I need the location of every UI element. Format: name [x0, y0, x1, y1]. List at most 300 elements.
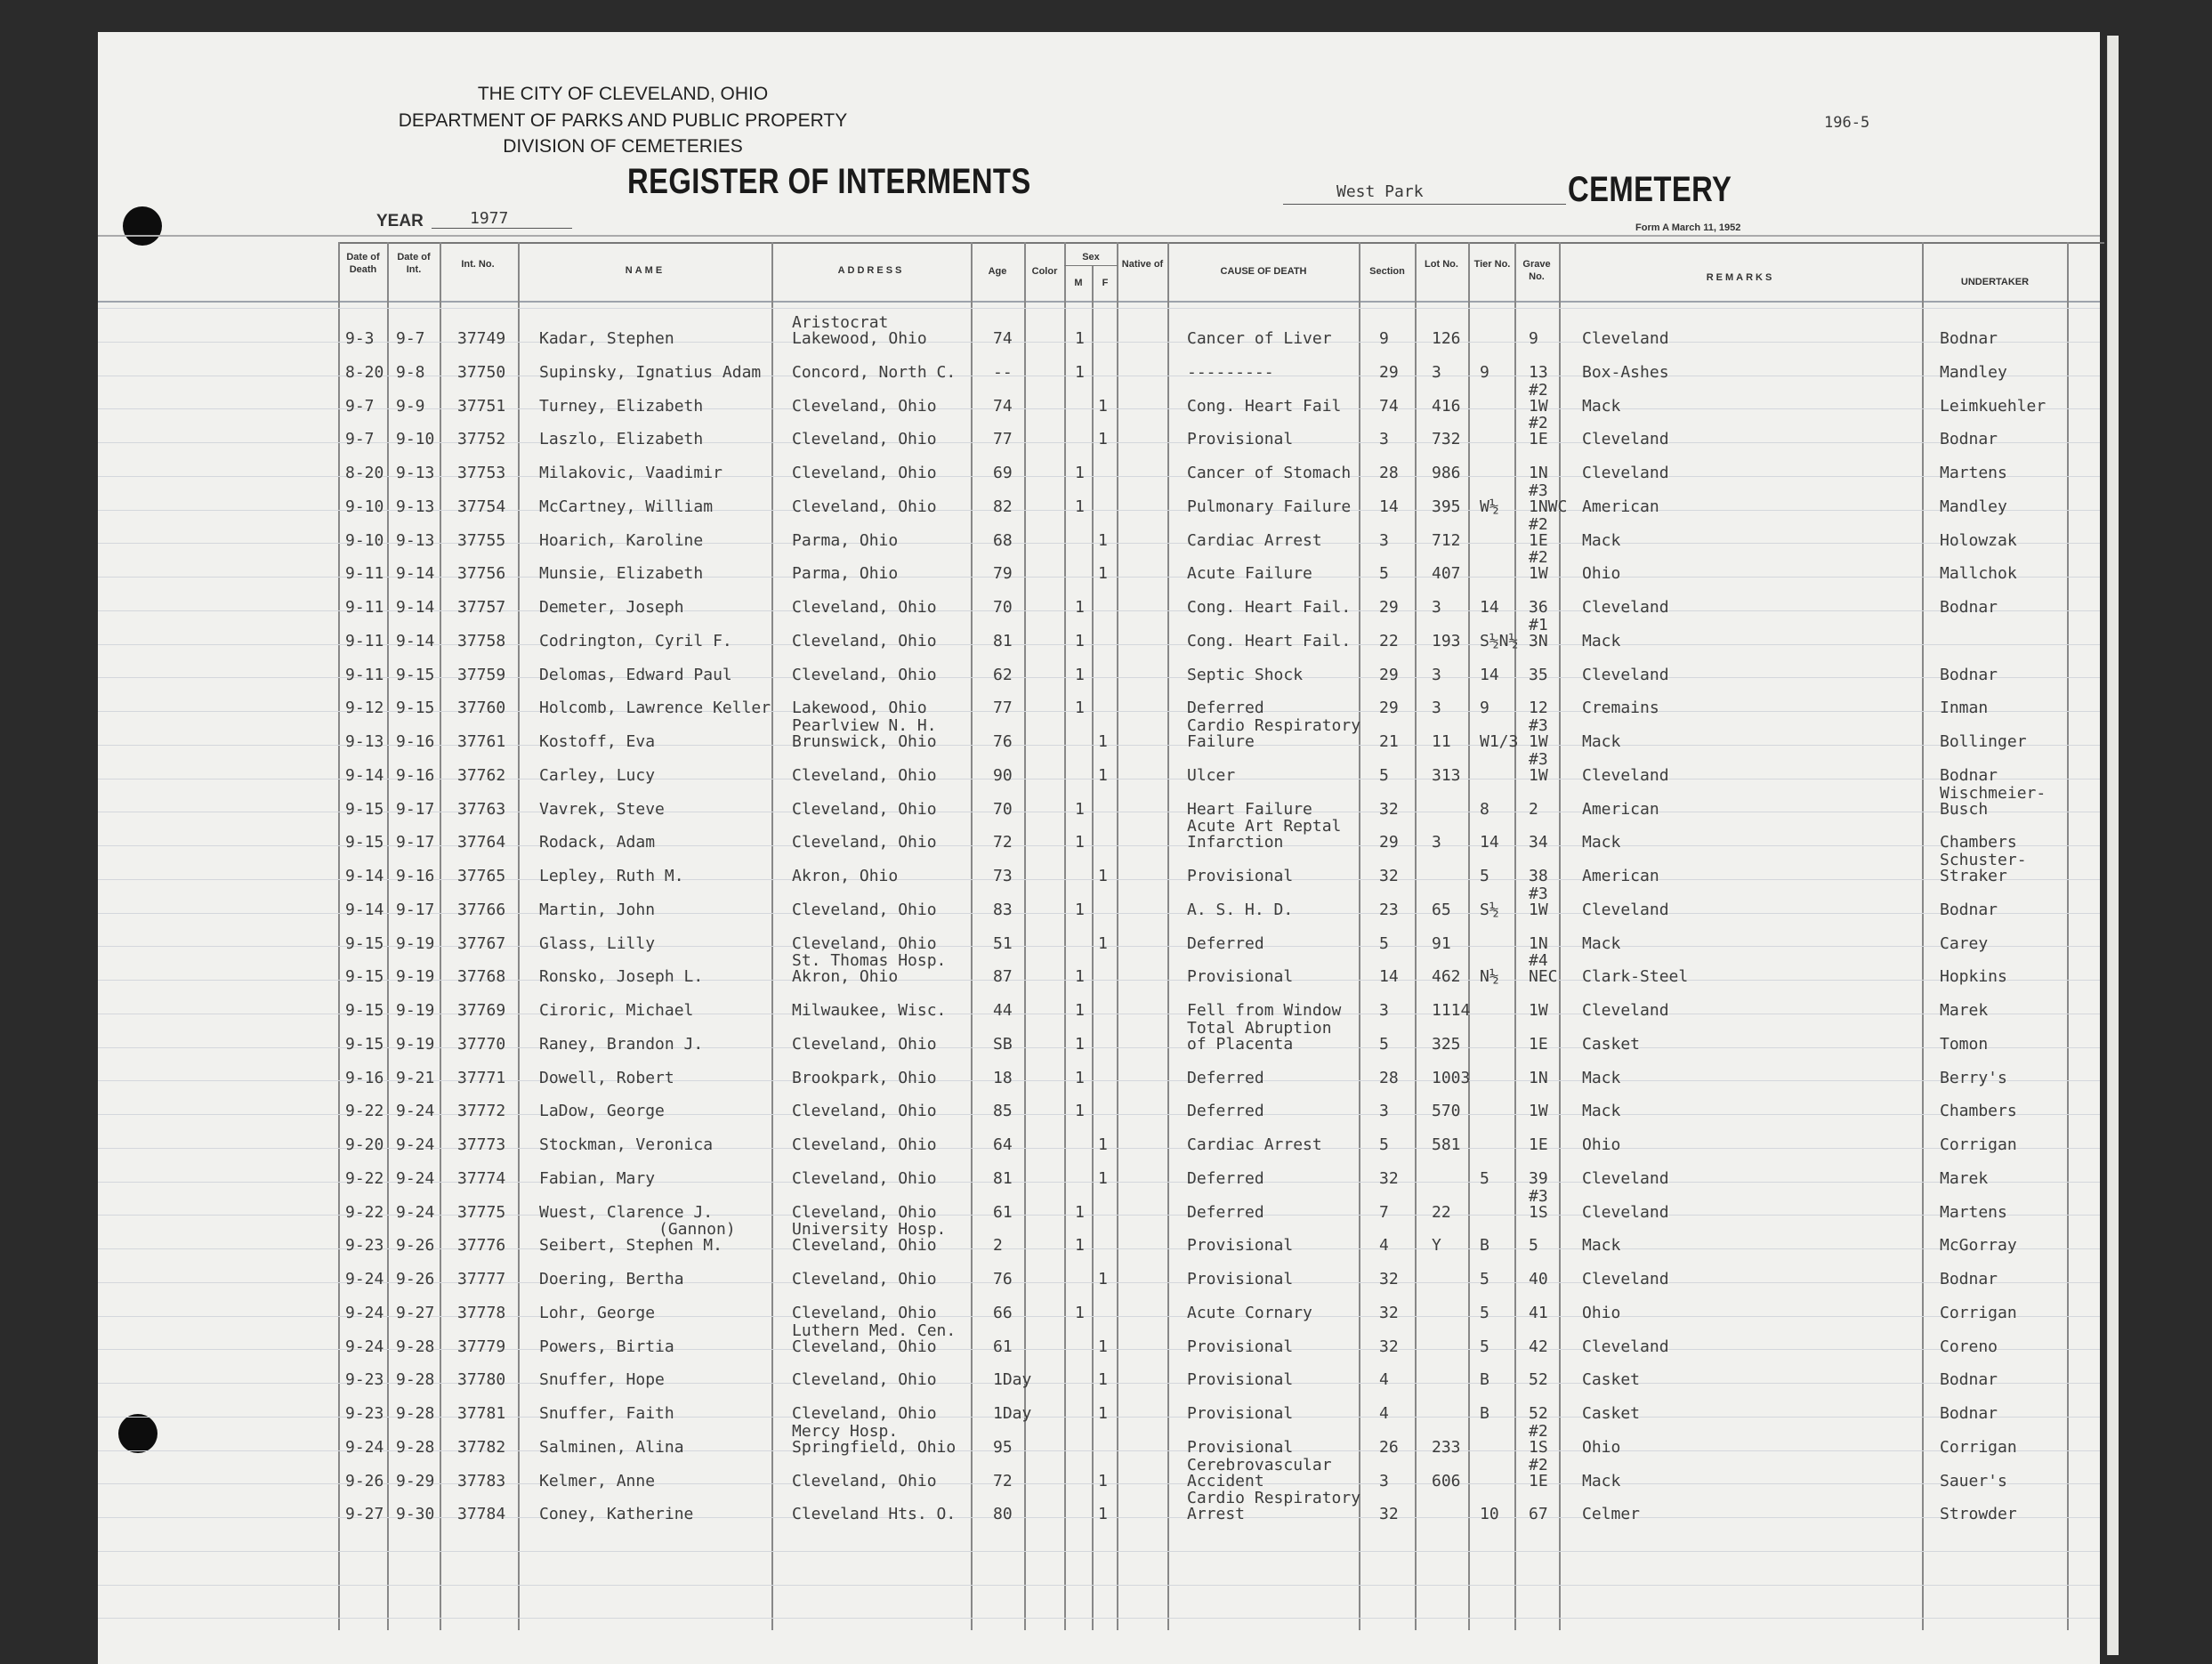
row-grave: 38 — [1529, 867, 1548, 885]
row-cause-top: Cardio Respiratory — [1187, 1489, 1361, 1507]
row-age: 44 — [993, 1001, 1013, 1020]
row-sec: 29 — [1379, 598, 1399, 617]
row-int: 37782 — [457, 1438, 506, 1457]
col-divider-2 — [440, 242, 441, 1630]
row-lot: 193 — [1432, 632, 1461, 650]
row-tier: W½ — [1480, 497, 1499, 516]
row-cause: Failure — [1187, 732, 1255, 751]
row-m: 1 — [1075, 497, 1085, 516]
row-grave: 1S — [1529, 1438, 1548, 1457]
row-remarks: American — [1582, 800, 1659, 819]
row-grave: 2 — [1529, 800, 1538, 819]
row-int: 37774 — [457, 1169, 506, 1188]
row-sec: 21 — [1379, 732, 1399, 751]
row-und: Mandley — [1940, 363, 2007, 382]
row-m: 1 — [1075, 1304, 1085, 1322]
row-grave: 40 — [1529, 1270, 1548, 1288]
row-sec: 32 — [1379, 1270, 1399, 1288]
row-doi: 9-24 — [396, 1135, 435, 1154]
row-cause: Provisional — [1187, 1438, 1294, 1457]
row-int: 37784 — [457, 1505, 506, 1523]
row-und: Corrigan — [1940, 1438, 2017, 1457]
row-addr: Cleveland, Ohio — [792, 430, 937, 448]
row-tier: 14 — [1480, 666, 1499, 684]
row-lot: 233 — [1432, 1438, 1461, 1457]
row-m: 1 — [1075, 800, 1085, 819]
row-doi: 9-30 — [396, 1505, 435, 1523]
row-int: 37776 — [457, 1236, 506, 1255]
row-m: 1 — [1075, 1001, 1085, 1020]
row-grave-top: #3 — [1529, 1187, 1548, 1206]
row-lot: 416 — [1432, 397, 1461, 416]
row-und: Corrigan — [1940, 1304, 2017, 1322]
row-f: 1 — [1098, 1169, 1108, 1188]
row-name: Kadar, Stephen — [539, 329, 674, 348]
row-grave: 1W — [1529, 397, 1548, 416]
row-lot: 65 — [1432, 901, 1451, 919]
row-age: 83 — [993, 901, 1013, 919]
row-sec: 28 — [1379, 464, 1399, 482]
row-doi: 9-8 — [396, 363, 425, 382]
row-name: Kostoff, Eva — [539, 732, 656, 751]
row-doi: 9-13 — [396, 497, 435, 516]
row-addr-top: Pearlview N. H. — [792, 716, 937, 735]
row-und: Coreno — [1940, 1337, 1998, 1356]
row-doi: 9-19 — [396, 1035, 435, 1054]
col-date-of-death: Date of Death — [346, 252, 380, 275]
row-doi: 9-28 — [396, 1438, 435, 1457]
row-remarks: Mack — [1582, 1102, 1621, 1120]
row-m: 1 — [1075, 666, 1085, 684]
row-m: 1 — [1075, 967, 1085, 986]
row-und: Inman — [1940, 699, 1989, 717]
row-addr: Lakewood, Ohio — [792, 329, 927, 348]
row-sec: 9 — [1379, 329, 1389, 348]
row-dod: 9-15 — [345, 1001, 384, 1020]
col-address: ADDRESS — [837, 265, 905, 276]
row-lot: Y — [1432, 1236, 1441, 1255]
col-date-of-int: Date of Int. — [397, 252, 431, 275]
row-grave: 35 — [1529, 666, 1548, 684]
page-reference: 196-5 — [1824, 114, 1870, 132]
year-label: YEAR — [376, 212, 424, 230]
row-grave: 34 — [1529, 833, 1548, 852]
row-tier: S½N½ — [1480, 632, 1519, 650]
row-int: 37765 — [457, 867, 506, 885]
row-name: Ciroric, Michael — [539, 1001, 694, 1020]
row-grave-top: #2 — [1529, 381, 1548, 400]
row-m: 1 — [1075, 699, 1085, 717]
row-grave: 36 — [1529, 598, 1548, 617]
row-age: 82 — [993, 497, 1013, 516]
row-int: 37772 — [457, 1102, 506, 1120]
row-sec: 32 — [1379, 867, 1399, 885]
row-grave: 1S — [1529, 1203, 1548, 1222]
row-und: Mandley — [1940, 497, 2007, 516]
col-divider-10 — [1359, 242, 1360, 1630]
row-tier: B — [1480, 1370, 1489, 1389]
row-cause: Deferred — [1187, 1069, 1264, 1087]
row-cause: Deferred — [1187, 934, 1264, 953]
row-sec: 3 — [1379, 1472, 1389, 1490]
row-lot: 3 — [1432, 699, 1441, 717]
row-age: 69 — [993, 464, 1013, 482]
row-grave-top: #3 — [1529, 716, 1548, 735]
row-remarks: Mack — [1582, 632, 1621, 650]
row-und: Carey — [1940, 934, 1989, 953]
row-dod: 9-22 — [345, 1102, 384, 1120]
row-name: McCartney, William — [539, 497, 714, 516]
row-name: Milakovic, Vaadimir — [539, 464, 723, 482]
row-dod: 8-20 — [345, 363, 384, 382]
row-m: 1 — [1075, 632, 1085, 650]
row-doi: 9-13 — [396, 464, 435, 482]
col-divider-13 — [1514, 242, 1516, 1630]
row-tier: 5 — [1480, 1337, 1489, 1356]
row-age: 77 — [993, 699, 1013, 717]
row-doi: 9-24 — [396, 1203, 435, 1222]
row-dod: 9-12 — [345, 699, 384, 717]
row-addr: Brunswick, Ohio — [792, 732, 937, 751]
row-age: 87 — [993, 967, 1013, 986]
row-cause: Acute Failure — [1187, 564, 1312, 583]
row-sec: 32 — [1379, 1304, 1399, 1322]
row-lot: 3 — [1432, 363, 1441, 382]
row-grave-top: #2 — [1529, 548, 1548, 567]
row-addr: Akron, Ohio — [792, 867, 899, 885]
row-cause: Provisional — [1187, 430, 1294, 448]
row-cause: Cardiac Arrest — [1187, 531, 1322, 550]
row-doi: 9-17 — [396, 800, 435, 819]
row-dod: 9-26 — [345, 1472, 384, 1490]
ruled-line — [98, 308, 2100, 309]
row-age: 1Day — [993, 1404, 1032, 1423]
row-und: Bodnar — [1940, 766, 1998, 785]
col-divider-4 — [771, 242, 773, 1630]
row-name: Coney, Katherine — [539, 1505, 694, 1523]
row-grave: 1N — [1529, 1069, 1548, 1087]
row-f: 1 — [1098, 430, 1108, 448]
row-grave-top: #3 — [1529, 750, 1548, 769]
row-und: Bodnar — [1940, 666, 1998, 684]
row-remarks: Cleveland — [1582, 1001, 1669, 1020]
row-und: Marek — [1940, 1001, 1989, 1020]
row-m: 1 — [1075, 833, 1085, 852]
row-age: 72 — [993, 833, 1013, 852]
row-lot: 570 — [1432, 1102, 1461, 1120]
row-doi: 9-19 — [396, 1001, 435, 1020]
row-addr: Cleveland, Ohio — [792, 1035, 937, 1054]
row-dod: 9-23 — [345, 1404, 384, 1423]
row-name: Kelmer, Anne — [539, 1472, 656, 1490]
row-addr: Cleveland, Ohio — [792, 1270, 937, 1288]
col-divider-9 — [1167, 242, 1169, 1630]
row-sec: 32 — [1379, 1505, 1399, 1523]
row-dod: 9-24 — [345, 1304, 384, 1322]
row-name: Munsie, Elizabeth — [539, 564, 704, 583]
row-name: Doering, Bertha — [539, 1270, 684, 1288]
row-und-top: Wischmeier- — [1940, 784, 2047, 803]
row-addr: Cleveland, Ohio — [792, 1236, 937, 1255]
row-doi: 9-19 — [396, 934, 435, 953]
row-cause: Cong. Heart Fail. — [1187, 598, 1352, 617]
row-cause-top: Total Abruption — [1187, 1019, 1332, 1038]
row-int: 37755 — [457, 531, 506, 550]
cemetery-label: CEMETERY — [1568, 170, 1732, 209]
row-und: Chambers — [1940, 833, 2017, 852]
row-remarks: Celmer — [1582, 1505, 1641, 1523]
row-dod: 8-20 — [345, 464, 384, 482]
col-lot-no: Lot No. — [1425, 259, 1458, 270]
row-dod: 9-11 — [345, 632, 384, 650]
sex-subheader-rule — [1064, 265, 1118, 266]
row-doi: 9-27 — [396, 1304, 435, 1322]
row-f: 1 — [1098, 531, 1108, 550]
row-und: Leimkuehler — [1940, 397, 2047, 416]
col-tier-no: Tier No. — [1473, 259, 1511, 270]
row-cause: Infarction — [1187, 833, 1284, 852]
row-dod: 9-22 — [345, 1169, 384, 1188]
row-sec: 3 — [1379, 531, 1389, 550]
row-und: Sauer's — [1940, 1472, 2007, 1490]
row-age: 61 — [993, 1203, 1013, 1222]
row-addr: Cleveland, Ohio — [792, 1203, 937, 1222]
row-name: Codrington, Cyril F. — [539, 632, 732, 650]
row-sec: 14 — [1379, 967, 1399, 986]
row-int: 37766 — [457, 901, 506, 919]
row-age: 1Day — [993, 1370, 1032, 1389]
row-grave: NEC — [1529, 967, 1558, 986]
row-dod: 9-14 — [345, 867, 384, 885]
row-age: 70 — [993, 598, 1013, 617]
row-grave: 13 — [1529, 363, 1548, 382]
row-dod: 9-24 — [345, 1438, 384, 1457]
row-grave-top: #2 — [1529, 1422, 1548, 1441]
row-int: 37760 — [457, 699, 506, 717]
row-und: Marek — [1940, 1169, 1989, 1188]
row-age: 79 — [993, 564, 1013, 583]
row-grave-top: #2 — [1529, 1456, 1548, 1474]
row-remarks: Mack — [1582, 397, 1621, 416]
row-age: 61 — [993, 1337, 1013, 1356]
row-sec: 3 — [1379, 430, 1389, 448]
row-name: Martin, John — [539, 901, 656, 919]
col-age: Age — [988, 266, 1007, 277]
row-lot: 606 — [1432, 1472, 1461, 1490]
row-name: Dowell, Robert — [539, 1069, 674, 1087]
row-und: Chambers — [1940, 1102, 2017, 1120]
column-header-bottom-rule — [98, 301, 2100, 303]
row-f: 1 — [1098, 397, 1108, 416]
year-underline — [432, 228, 572, 229]
punch-hole-top — [123, 206, 162, 246]
row-dod: 9-11 — [345, 564, 384, 583]
row-tier: B — [1480, 1404, 1489, 1423]
ruled-line — [98, 1551, 2100, 1552]
row-sec: 26 — [1379, 1438, 1399, 1457]
row-grave: 1E — [1529, 430, 1548, 448]
row-name: Snuffer, Hope — [539, 1370, 665, 1389]
row-addr-top: Luthern Med. Cen. — [792, 1321, 957, 1340]
row-doi: 9-28 — [396, 1337, 435, 1356]
row-addr: Parma, Ohio — [792, 531, 899, 550]
row-int: 37749 — [457, 329, 506, 348]
row-int: 37783 — [457, 1472, 506, 1490]
col-cause-of-death: CAUSE OF DEATH — [1220, 266, 1307, 277]
row-grave: 52 — [1529, 1370, 1548, 1389]
row-age: 74 — [993, 329, 1013, 348]
row-f: 1 — [1098, 1370, 1108, 1389]
row-und: Hopkins — [1940, 967, 2007, 986]
row-f: 1 — [1098, 766, 1108, 785]
row-dod: 9-10 — [345, 497, 384, 516]
row-sec: 32 — [1379, 800, 1399, 819]
row-cause-top: Cardio Respiratory — [1187, 716, 1361, 735]
cemetery-underline — [1283, 204, 1566, 205]
row-lot: 22 — [1432, 1203, 1451, 1222]
row-lot: 462 — [1432, 967, 1461, 986]
row-grave: 1NWC — [1529, 497, 1568, 516]
row-tier: S½ — [1480, 901, 1499, 919]
row-dod: 9-15 — [345, 967, 384, 986]
row-und: Corrigan — [1940, 1135, 2017, 1154]
row-addr: Cleveland, Ohio — [792, 397, 937, 416]
row-int: 37781 — [457, 1404, 506, 1423]
row-remarks: Cleveland — [1582, 1169, 1669, 1188]
row-dod: 9-15 — [345, 1035, 384, 1054]
row-lot: 1114 — [1432, 1001, 1471, 1020]
row-age: 90 — [993, 766, 1013, 785]
row-cause: Provisional — [1187, 1337, 1294, 1356]
row-int: 37777 — [457, 1270, 506, 1288]
row-cause: Provisional — [1187, 1236, 1294, 1255]
row-cause: Cong. Heart Fail — [1187, 397, 1342, 416]
col-native-of: Native of — [1121, 259, 1164, 270]
row-int: 37751 — [457, 397, 506, 416]
row-dod: 9-3 — [345, 329, 375, 348]
row-lot: 986 — [1432, 464, 1461, 482]
row-cause: --------- — [1187, 363, 1274, 382]
row-tier: 5 — [1480, 1304, 1489, 1322]
row-sec: 29 — [1379, 699, 1399, 717]
row-dod: 9-15 — [345, 934, 384, 953]
row-remarks: Mack — [1582, 1472, 1621, 1490]
row-tier: 9 — [1480, 699, 1489, 717]
row-name: Lohr, George — [539, 1304, 656, 1322]
row-f: 1 — [1098, 1337, 1108, 1356]
row-und: Busch — [1940, 800, 1989, 819]
row-int: 37771 — [457, 1069, 506, 1087]
row-m: 1 — [1075, 1203, 1085, 1222]
row-dod: 9-10 — [345, 531, 384, 550]
row-tier: 5 — [1480, 867, 1489, 885]
row-cause: A. S. H. D. — [1187, 901, 1294, 919]
row-m: 1 — [1075, 329, 1085, 348]
row-doi: 9-14 — [396, 632, 435, 650]
row-cause: Deferred — [1187, 1169, 1264, 1188]
row-grave: 5 — [1529, 1236, 1538, 1255]
row-int: 37770 — [457, 1035, 506, 1054]
row-grave: 1E — [1529, 1472, 1548, 1490]
row-sec: 4 — [1379, 1236, 1389, 1255]
row-lot: 712 — [1432, 531, 1461, 550]
col-divider-sex-mf — [1092, 265, 1094, 1630]
row-doi: 9-29 — [396, 1472, 435, 1490]
row-int: 37750 — [457, 363, 506, 382]
col-divider-12 — [1468, 242, 1470, 1630]
row-remarks: Mack — [1582, 1236, 1621, 1255]
row-grave-top: #3 — [1529, 885, 1548, 903]
col-sex-f: F — [1102, 278, 1109, 288]
row-doi: 9-7 — [396, 329, 425, 348]
row-addr: Lakewood, Ohio — [792, 699, 927, 717]
row-dod: 9-11 — [345, 598, 384, 617]
row-addr-top: Mercy Hosp. — [792, 1422, 899, 1441]
row-sec: 23 — [1379, 901, 1399, 919]
division-heading: DIVISION OF CEMETERIES — [503, 136, 743, 157]
row-m: 1 — [1075, 901, 1085, 919]
row-sec: 3 — [1379, 1001, 1389, 1020]
row-age: 51 — [993, 934, 1013, 953]
col-remarks: REMARKS — [1706, 272, 1775, 283]
header-rule-top — [98, 235, 2100, 237]
row-doi: 9-10 — [396, 430, 435, 448]
row-tier: 14 — [1480, 598, 1499, 617]
row-remarks: Cleveland — [1582, 598, 1669, 617]
row-doi: 9-14 — [396, 598, 435, 617]
row-dod: 9-23 — [345, 1370, 384, 1389]
col-divider-15 — [1922, 242, 1924, 1630]
row-und: Bodnar — [1940, 329, 1998, 348]
row-int: 37759 — [457, 666, 506, 684]
row-addr: Cleveland, Ohio — [792, 632, 937, 650]
row-age: 70 — [993, 800, 1013, 819]
row-lot: 732 — [1432, 430, 1461, 448]
col-divider-5 — [971, 242, 973, 1630]
row-name: Carley, Lucy — [539, 766, 656, 785]
row-f: 1 — [1098, 1505, 1108, 1523]
row-und: Berry's — [1940, 1069, 2007, 1087]
row-dod: 9-13 — [345, 732, 384, 751]
row-addr: Cleveland, Ohio — [792, 598, 937, 617]
row-int: 37754 — [457, 497, 506, 516]
row-int: 37761 — [457, 732, 506, 751]
row-grave: 1N — [1529, 464, 1548, 482]
row-age: 73 — [993, 867, 1013, 885]
row-cause: Provisional — [1187, 1270, 1294, 1288]
row-int: 37764 — [457, 833, 506, 852]
row-f: 1 — [1098, 564, 1108, 583]
row-name: Delomas, Edward Paul — [539, 666, 732, 684]
row-addr: Springfield, Ohio — [792, 1438, 957, 1457]
row-age: 18 — [993, 1069, 1013, 1087]
row-m: 1 — [1075, 1035, 1085, 1054]
row-addr: Parma, Ohio — [792, 564, 899, 583]
row-sec: 5 — [1379, 766, 1389, 785]
row-dod: 9-7 — [345, 430, 375, 448]
row-int: 37778 — [457, 1304, 506, 1322]
row-grave-top: #3 — [1529, 481, 1548, 500]
row-remarks: Cremains — [1582, 699, 1659, 717]
row-lot: 395 — [1432, 497, 1461, 516]
row-age: 95 — [993, 1438, 1013, 1457]
city-heading: THE CITY OF CLEVELAND, OHIO — [477, 84, 769, 104]
row-cause: Cancer of Liver — [1187, 329, 1332, 348]
row-age: 76 — [993, 732, 1013, 751]
row-addr: Cleveland, Ohio — [792, 800, 937, 819]
row-addr: Cleveland, Ohio — [792, 1472, 937, 1490]
row-grave: 1W — [1529, 732, 1548, 751]
